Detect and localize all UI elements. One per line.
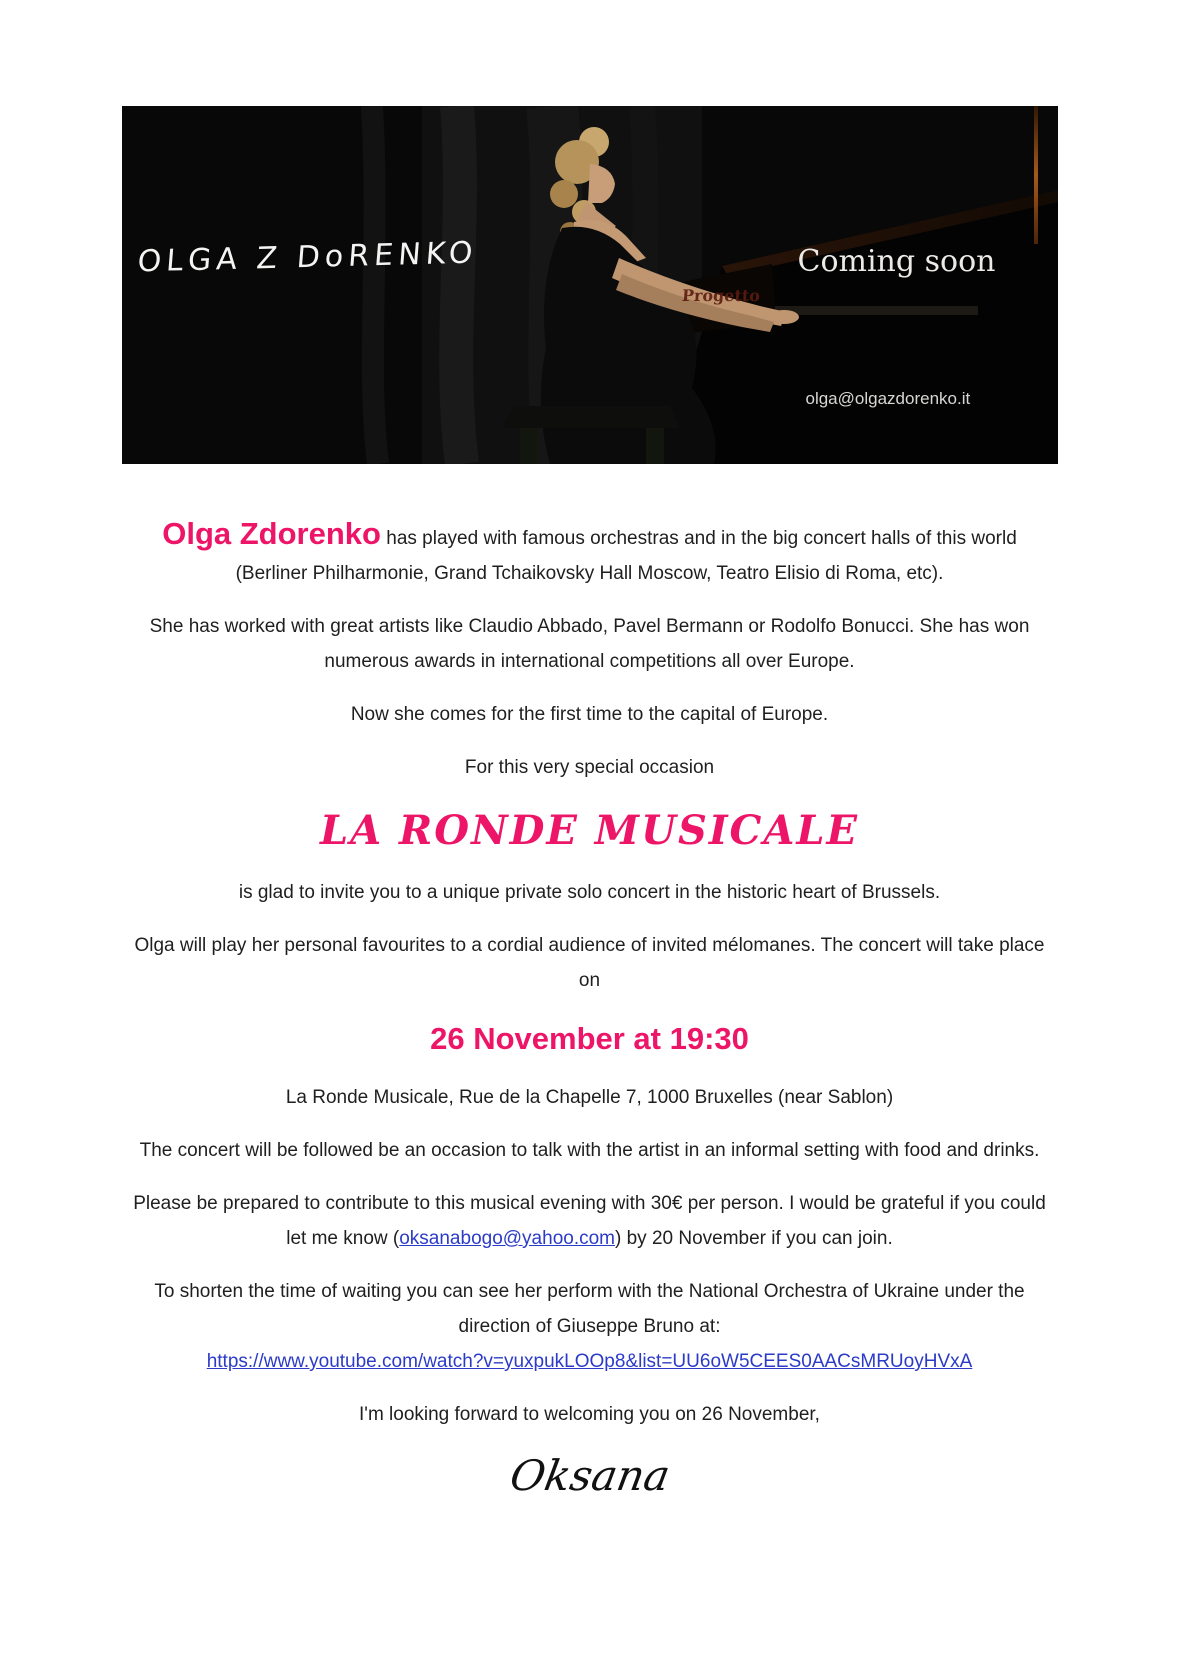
youtube-link[interactable]: https://www.youtube.com/watch?v=yuxpukLOOp8&list=UU6oW5CEES0AACsMRUoyHVxA xyxy=(206,1351,973,1372)
artist-name-highlight: Olga Zdorenko xyxy=(162,516,381,551)
occasion-line: For this very special occasion xyxy=(464,757,715,778)
piano-brand-label: Progetto xyxy=(680,286,761,305)
experience-paragraph: She has worked with great artists like Claudio Abbado, Pavel Bermann or Rodolfo Bonucci. She has won numerous awards in international competitions all over Europe. xyxy=(149,616,1030,672)
signature: Oksana xyxy=(505,1451,674,1500)
invitation-line: is glad to invite you to a unique private solo concert in the historic heart of Brussels. xyxy=(238,882,941,903)
email-link[interactable]: oksanabogo@yahoo.com xyxy=(399,1228,615,1249)
first-time-line: Now she comes for the first time to the capital of Europe. xyxy=(350,704,829,725)
event-title: LA RONDE MUSICALE xyxy=(319,807,860,854)
intro-text: has played with famous orchestras and in the big concert halls of this world (Berliner Philharmonie, Grand Tchaikovsky Hall Moscow, Teatro Elisio di Roma, etc). xyxy=(235,528,1017,584)
invitation-body xyxy=(130,464,1050,1502)
hero-photo xyxy=(122,106,1058,464)
aftertalk-paragraph: The concert will be followed be an occasion to talk with the artist in an informal setting with food and drinks. xyxy=(139,1140,1040,1161)
closing-line: I'm looking forward to welcoming you on 26 November, xyxy=(359,1404,820,1425)
contribution-text-pre: Please be prepared to contribute to this musical evening with 30€ per person. I would be grateful if you could let me know ( xyxy=(133,1193,1046,1249)
contribution-paragraph xyxy=(130,1186,1050,1256)
youtube-intro-text: To shorten the time of waiting you can see her perform with the National Orchestra of Ukraine under the direction of Giuseppe Bruno at: xyxy=(154,1281,1025,1337)
hero-banner xyxy=(122,106,1058,464)
event-datetime: 26 November at 19:30 xyxy=(430,1021,749,1056)
youtube-paragraph xyxy=(130,1274,1050,1379)
hero-artist-name: OLGA Z DoRENKO xyxy=(135,235,479,280)
contribution-text-post: ) by 20 November if you can join. xyxy=(615,1228,893,1249)
coming-soon-label: Coming soon xyxy=(797,244,996,279)
intro-paragraph xyxy=(130,516,1050,591)
venue-line: La Ronde Musicale, Rue de la Chapelle 7, 1000 Bruxelles (near Sablon) xyxy=(285,1087,894,1108)
favourites-paragraph: Olga will play her personal favourites to a cordial audience of invited mélomanes. The concert will take place on xyxy=(134,935,1045,991)
stage-light-edge xyxy=(1034,106,1038,244)
hero-email: olga@olgazdorenko.it xyxy=(805,389,971,408)
